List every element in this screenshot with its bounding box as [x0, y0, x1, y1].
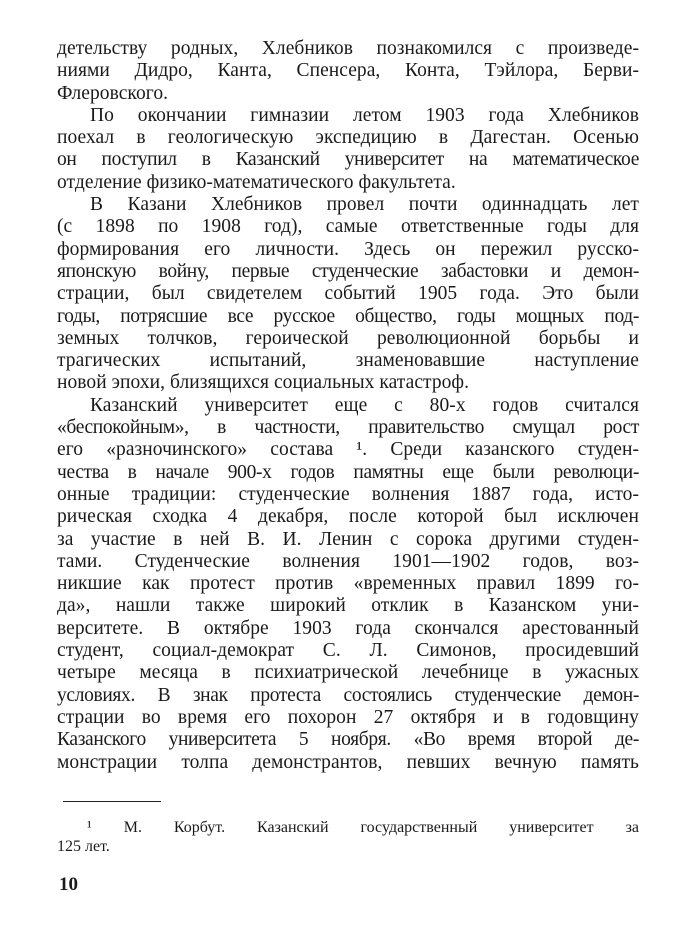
text-line: земных толчков, героической революционной борьбы и [57, 327, 639, 349]
text-line: страции, был свидетелем событий 1905 года. Это были [57, 283, 639, 305]
footnote-line: ¹ М. Корбут. Казанский государственный университет за [87, 819, 639, 836]
text-line: рическая сходка 4 декабря, после которой был исключен [57, 506, 639, 528]
footnote [57, 818, 639, 856]
text-line: верситете. В октябре 1903 года скончался арестованный [57, 617, 639, 639]
text-line: да», нашли также широкий отклик в Казанском уни- [57, 595, 639, 617]
footnote-line: 125 лет. [57, 838, 110, 855]
text-line: Казанского университета 5 ноября. «Во время второй де- [57, 729, 639, 751]
text-line: он поступил в Казанский университет на математическое [57, 149, 639, 171]
text-line: никшие как протест против «временных правил 1899 го- [57, 573, 639, 595]
text-line: японскую войну, первые студенческие забастовки и демон- [57, 260, 639, 282]
text-line: тами. Студенческие волнения 1901—1902 годов, воз- [57, 550, 639, 572]
text-line: поехал в геологическую экспедицию в Дагестан. Осенью [57, 127, 639, 149]
text-line: формирования его личности. Здесь он пережил русско- [57, 238, 639, 260]
text-line: отделение физико-математического факультета. [57, 171, 456, 193]
text-line: его «разночинского» состава ¹. Среди казанского студен- [57, 439, 639, 461]
footnote-divider [63, 801, 161, 802]
paragraph-first-line: По окончании гимназии летом 1903 года Хлебников [90, 104, 639, 126]
text-line: чества в начале 900-х годов памятны еще были революци- [57, 461, 639, 483]
text-line: годы, потрясшие все русское общество, годы мощных под- [57, 305, 639, 327]
text-line: детельству родных, Хлебников познакомился с произведе- [57, 38, 639, 59]
text-line: за участие в ней В. И. Ленин с сорока другими студен- [57, 528, 639, 550]
text-line: ниями Дидро, Канта, Спенсера, Конта, Тэйлора, Берви- [57, 60, 639, 82]
paragraph-first-line: В Казани Хлебников провел почти одиннадцать лет [90, 194, 639, 216]
text-line: онные традиции: студенческие волнения 1887 года, исто- [57, 483, 639, 505]
text-line: трагических испытаний, знаменовавшие наступление [57, 350, 639, 372]
page-number: 10 [59, 874, 78, 895]
text-line: новой эпохи, близящихся социальных катастроф. [57, 372, 470, 394]
text-line: «беспокойным», в частности, правительство смущал рост [57, 417, 639, 439]
main-text [57, 38, 639, 774]
text-line: монстрации толпа демонстрантов, певших вечную память [57, 751, 639, 773]
text-line: Флеровского. [57, 82, 169, 104]
text-line: четыре месяца в психиатрической лечебнице в ужасных [57, 662, 639, 684]
text-line: условиях. В знак протеста состоялись студенческие демон- [57, 684, 639, 706]
paragraph-first-line: Казанский университет еще с 80-х годов считался [90, 394, 639, 416]
text-line: (с 1898 по 1908 год), самые ответственные годы для [57, 216, 639, 238]
text-line: студент, социал-демократ С. Л. Симонов, просидевший [57, 640, 639, 662]
text-line: страции во время его похорон 27 октября и в годовщину [57, 706, 639, 728]
